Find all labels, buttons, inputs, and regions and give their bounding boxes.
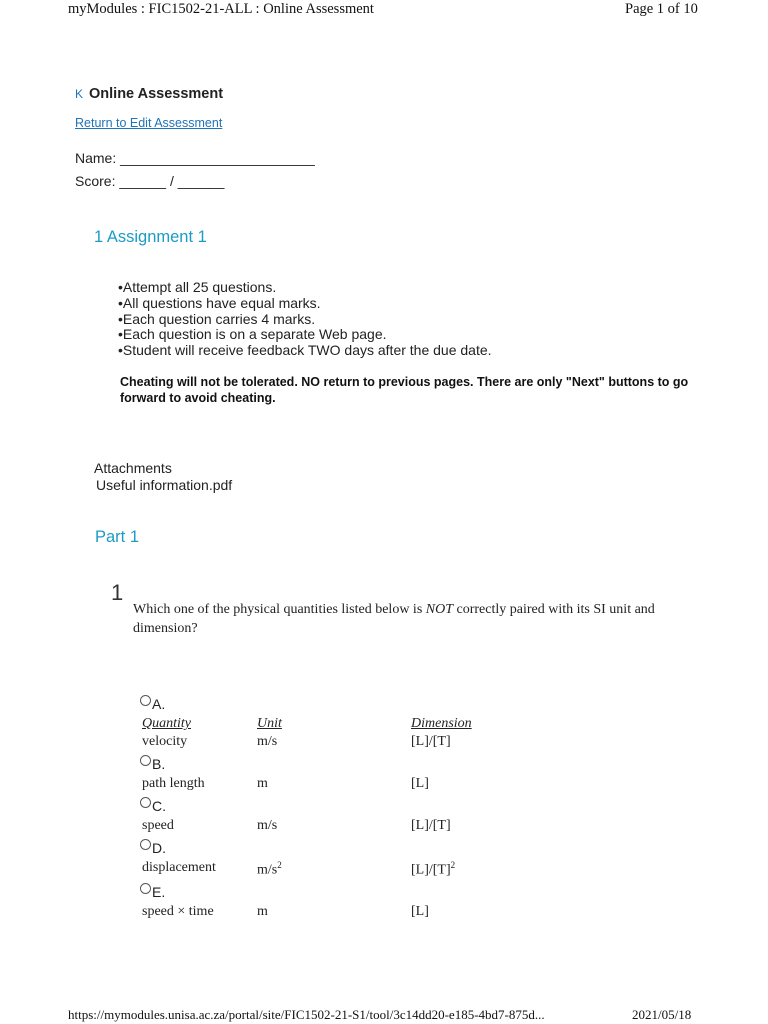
option-a[interactable] [140, 696, 165, 714]
instruction-item: • Student will receive feedback TWO days after the due date. [118, 343, 492, 359]
option-c-quantity: speed [142, 818, 174, 833]
option-d-unit [257, 860, 282, 879]
column-header-dimension: Dimension [411, 716, 472, 731]
option-d-dimension-base: [L]/[T] [411, 862, 451, 878]
option-d-quantity: displacement [142, 860, 216, 875]
column-header-unit: Unit [257, 716, 282, 731]
option-d-unit-exponent: 2 [277, 860, 282, 870]
name-line: Name: _________________________ [75, 150, 315, 166]
option-b-radio[interactable] [140, 755, 151, 766]
option-d-dimension [411, 860, 455, 879]
cheating-warning: Cheating will not be tolerated. NO return to previous pages. There are only "Next" buttons to go forward to avoid cheating. [120, 375, 689, 405]
option-a-radio[interactable] [140, 695, 151, 706]
option-d[interactable] [140, 840, 166, 858]
instruction-item: • Each question carries 4 marks. [118, 312, 492, 328]
option-b-quantity: path length [142, 776, 205, 791]
option-a-quantity: velocity [142, 734, 188, 749]
question-text-emphasis: NOT [425, 602, 454, 617]
option-e-dimension: [L] [411, 904, 429, 919]
question-text-before: Which one of the physical quantities listed below is [133, 602, 426, 617]
collapse-icon[interactable]: K [75, 87, 84, 101]
option-e-radio[interactable] [140, 883, 151, 894]
attachments-label: Attachments [94, 460, 172, 476]
option-d-dimension-exponent: 2 [450, 860, 456, 870]
instruction-item: • All questions have equal marks. [118, 296, 492, 312]
option-c-letter: C. [152, 798, 166, 814]
return-to-edit-assessment-link[interactable]: Return to Edit Assessment [75, 116, 223, 130]
option-c-unit: m/s [257, 818, 278, 833]
option-b-letter: B. [152, 756, 166, 772]
option-d-radio[interactable] [140, 839, 151, 850]
print-header-title: myModules : FIC1502-21-ALL : Online Assessment [68, 1, 374, 17]
option-c[interactable] [140, 798, 166, 816]
option-b-unit: m [257, 776, 268, 791]
instruction-item: • Each question is on a separate Web page. [118, 327, 492, 343]
option-e-letter: E. [152, 884, 166, 900]
option-b-dimension: [L] [411, 776, 429, 791]
question-number: 1 [111, 580, 124, 605]
instructions-list [118, 280, 492, 359]
question-text [133, 600, 693, 638]
print-footer-url: https://mymodules.unisa.ac.za/portal/site/FIC1502-21-S1/tool/3c14dd20-e185-4bd7-875d... [68, 1007, 545, 1022]
page-title: Online Assessment [89, 86, 224, 102]
option-a-letter: A. [152, 696, 166, 712]
option-e-unit: m [257, 904, 268, 919]
page-title-row [75, 86, 223, 102]
option-e[interactable] [140, 884, 165, 902]
print-header-page-number: Page 1 of 10 [625, 1, 698, 17]
option-b[interactable] [140, 756, 165, 774]
assignment-heading: 1 Assignment 1 [94, 228, 207, 246]
attachment-file-link[interactable]: Useful information.pdf [96, 477, 233, 493]
print-footer-date: 2021/05/18 [632, 1007, 692, 1022]
question-text-after: correctly paired with its SI unit and dimension? [133, 602, 655, 636]
option-d-unit-base: m/s [257, 862, 278, 878]
option-a-unit: m/s [257, 734, 278, 749]
option-c-dimension: [L]/[T] [411, 818, 451, 833]
score-line: Score: ______ / ______ [75, 173, 225, 189]
instruction-item: • Attempt all 25 questions. [118, 280, 492, 296]
column-header-quantity: Quantity [142, 716, 191, 731]
option-d-letter: D. [152, 840, 166, 856]
option-a-dimension: [L]/[T] [411, 734, 451, 749]
part-heading: Part 1 [95, 528, 140, 546]
option-c-radio[interactable] [140, 797, 151, 808]
option-e-quantity: speed × time [142, 904, 214, 919]
